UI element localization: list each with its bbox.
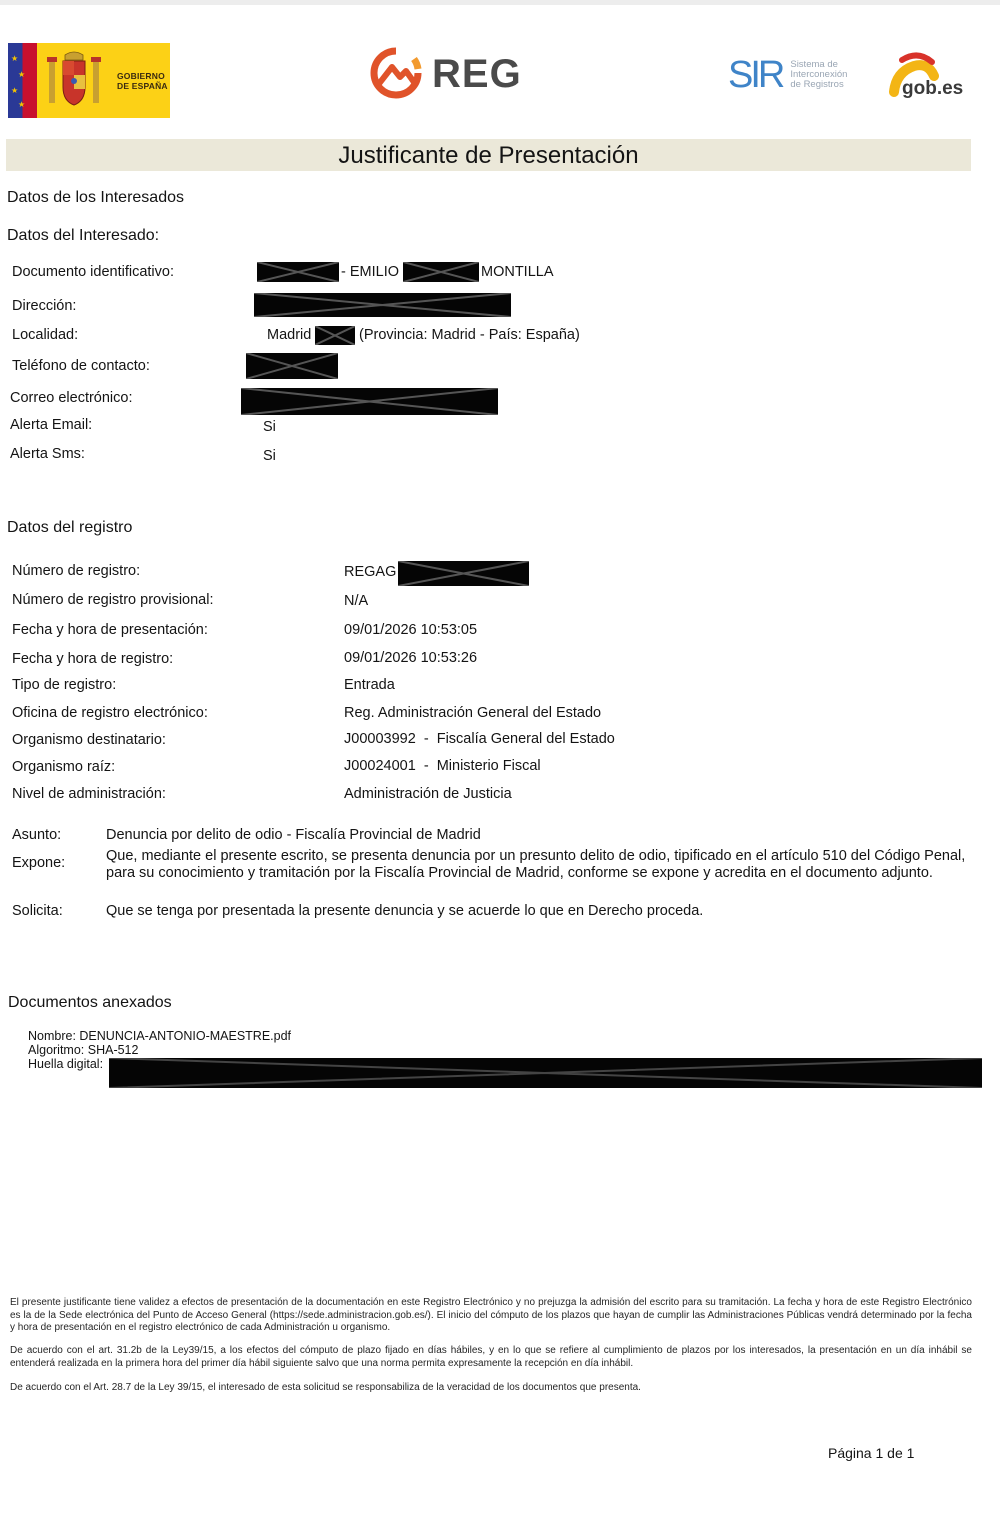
registro-row-value: J00024001 - Ministerio Fiscal (344, 758, 541, 774)
alerta-sms-value: Si (263, 448, 276, 464)
redaction-box (257, 262, 339, 282)
page-number: Página 1 de 1 (828, 1445, 915, 1461)
correo-label: Correo electrónico: (10, 390, 133, 406)
footer-paragraph: De acuerdo con el Art. 28.7 de la Ley 39/15, el interesado de esta solicitud se responsabiliza de la veracidad de los documentos que presenta. (10, 1382, 641, 1393)
sir-text-line2: Interconexión (790, 69, 848, 80)
registro-row-value: J00003992 - Fiscalía General del Estado (344, 731, 615, 747)
registro-row-label: Número de registro provisional: (12, 592, 214, 608)
section-title-registro: Datos del registro (7, 519, 133, 536)
documento-name-1: - EMILIO (341, 264, 400, 280)
subsection-title-interesado: Datos del Interesado: (7, 227, 160, 244)
expone-label: Expone: (12, 855, 66, 871)
registro-row-label: Organismo destinatario: (12, 732, 166, 748)
localidad-detail: (Provincia: Madrid - País: España) (359, 327, 580, 343)
alerta-email-value: Si (263, 419, 276, 435)
registro-row-label: Oficina de registro electrónico: (12, 705, 208, 721)
page-title: Justificante de Presentación (338, 142, 639, 169)
registro-row-value: Reg. Administración General del Estado (344, 705, 602, 721)
redaction-box (254, 293, 511, 317)
redaction-box (109, 1058, 982, 1088)
gob-es-text: gob.es (902, 78, 964, 99)
sir-text-line1: Sistema de (790, 59, 838, 70)
registro-row-label: Tipo de registro: (12, 677, 117, 693)
reg-mountain-icon (370, 47, 422, 101)
section-title-documentos: Documentos anexados (8, 994, 172, 1011)
sir-mark: SIR (728, 54, 783, 96)
footer-paragraph: De acuerdo con el art. 31.2b de la Ley39/15, a los efectos del cómputo de plazo fijado en días hábiles, y en lo que se refiere al cumplimiento de plazos por los interesados, la presentación en un día inhábil se entenderá realizada en la primera hora del primer día hábil siguiente salvo que una norma permita expresamente la recepción en día inhábil. (10, 1345, 972, 1369)
alerta-email-label: Alerta Email: (10, 417, 93, 433)
alerta-sms-label: Alerta Sms: (10, 446, 85, 462)
solicita-value: Que se tenga por presentada la presente denuncia y se acuerde lo que en Derecho proceda. (106, 903, 704, 919)
registro-row-label: Número de registro: (12, 563, 141, 579)
telefono-label: Teléfono de contacto: (12, 358, 150, 374)
localidad-label: Localidad: (12, 327, 79, 343)
solicita-label: Solicita: (12, 903, 63, 919)
asunto-value: Denuncia por delito de odio - Fiscalía Provincial de Madrid (106, 827, 481, 843)
documento-name-2: MONTILLA (481, 264, 554, 280)
registro-row-value: N/A (344, 593, 369, 609)
redaction-box (246, 353, 338, 379)
gobierno-de-espana-logo (8, 43, 170, 118)
sir-logo (728, 55, 847, 95)
asunto-label: Asunto: (12, 827, 62, 843)
direccion-label: Dirección: (12, 298, 77, 314)
section-title-interesados: Datos de los Interesados (7, 189, 184, 206)
sir-text-line3: de Registros (790, 79, 844, 90)
registro-row-value: Administración de Justicia (344, 786, 512, 802)
huella-label: Huella digital: (28, 1057, 104, 1071)
documento-algoritmo: Algoritmo: SHA-512 (28, 1043, 139, 1057)
gob-text-line2: DE ESPAÑA (117, 81, 168, 91)
expone-line-1: Que, mediante el presente escrito, se presenta denuncia por un presunto delito de odio, tipificado en el artículo 510 del Código Penal, (106, 848, 966, 864)
registro-row-label: Fecha y hora de registro: (12, 651, 174, 667)
top-edge (0, 0, 1000, 5)
documento-label: Documento identificativo: (12, 264, 174, 280)
documento-nombre: Nombre: DENUNCIA-ANTONIO-MAESTRE.pdf (28, 1029, 292, 1043)
eu-flag-stripe: ★ ★ ★ ★ (8, 43, 37, 118)
title-bar (6, 139, 971, 171)
registro-row-value: Entrada (344, 677, 395, 693)
localidad-city: Madrid (267, 327, 312, 343)
expone-line-2: para su conocimiento y tramitación por la Fiscalía Provincial de Madrid, conforme se expone y acredita en el documento adjunto. (106, 865, 933, 881)
registro-row-label: Organismo raíz: (12, 759, 116, 775)
registro-row-value: 09/01/2026 10:53:26 (344, 650, 478, 666)
reg-logo-text: REG (432, 51, 522, 96)
footer-paragraph: El presente justificante tiene validez a efectos de presentación de la documentación en este Registro Electrónico y no prejuzga la admisión del escrito para su tramitación. La fecha y hora de este Registro Electrónico es la de la Sede electrónica del Punto de Acceso General (https://sede.administracion.gob.es/). El inicio del cómputo de los plazos que hayan de cumplir las Administraciones Públicas vendrá determinado por la fecha y hora de presentación en el registro electrónico de cada Administración u organismo. (10, 1297, 972, 1333)
gob-es-logo (888, 52, 968, 102)
registro-row-value: REGAG (344, 564, 397, 580)
gob-text-line1: GOBIERNO (117, 71, 165, 81)
registro-row-label: Nivel de administración: (12, 786, 166, 802)
coat-of-arms-icon (45, 51, 103, 111)
redaction-box (315, 326, 355, 345)
registro-row-label: Fecha y hora de presentación: (12, 622, 208, 638)
redaction-box (398, 561, 529, 586)
reg-logo (370, 46, 522, 102)
redaction-box (403, 262, 479, 282)
redaction-box (241, 388, 498, 415)
registro-row-value: 09/01/2026 10:53:05 (344, 622, 478, 638)
